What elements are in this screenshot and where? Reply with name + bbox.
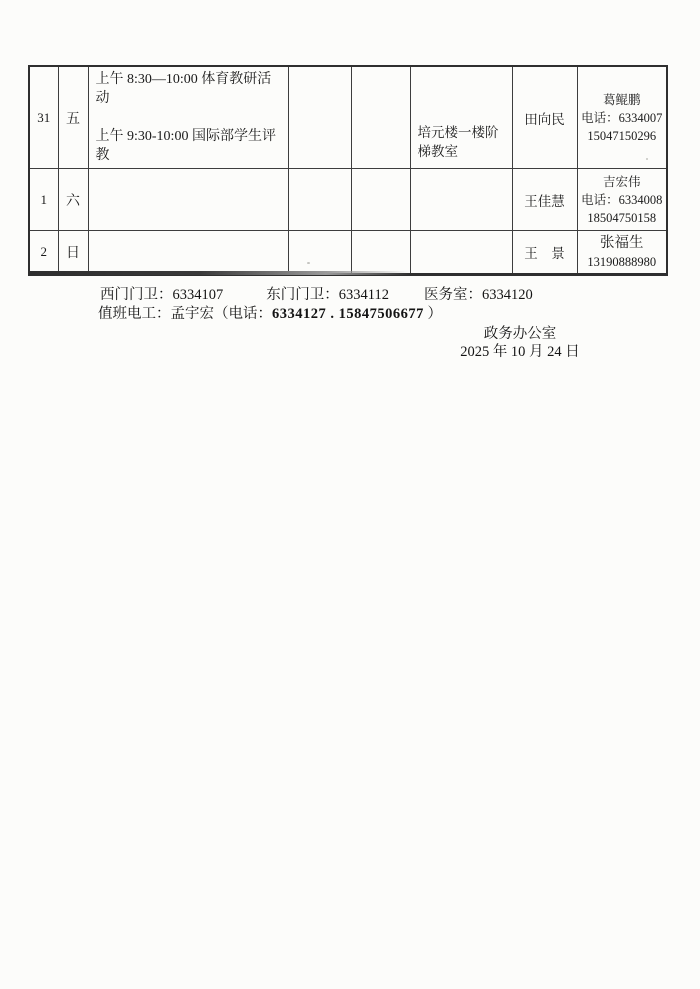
table-row: [29, 66, 667, 169]
date-cell: 1: [29, 169, 58, 231]
contact-phone: 电话：6334007: [581, 110, 663, 125]
date-cell: 2: [29, 231, 58, 275]
contact-mobile: 18504750158: [587, 210, 657, 225]
location-cell: [410, 231, 512, 275]
empty-cell: [288, 66, 351, 169]
date-cell: 31: [29, 66, 58, 169]
electrician-label: 值班电工：孟宇宏（电话：: [98, 306, 272, 322]
contact-cell: [577, 231, 667, 275]
contact-name: 吉宏伟: [602, 174, 641, 189]
activities-cell: [88, 169, 288, 231]
duty-leader-cell: 王佳慧: [512, 169, 577, 231]
issuing-office: 政务办公室: [483, 326, 557, 342]
clinic-phone: 医务室：6334120: [423, 287, 533, 303]
duty-leader-cell: 田向民: [512, 66, 577, 169]
empty-cell: [288, 169, 351, 231]
duty-leader-cell: 王 景: [512, 231, 577, 275]
contact-mobile: 15047150296: [587, 128, 657, 143]
electrician-phone-line: [98, 302, 442, 323]
empty-cell: [351, 66, 410, 169]
contact-cell: [577, 169, 667, 231]
electrician-close: ）: [423, 306, 442, 322]
east-gate-phone: 东门门卫：6334112: [266, 287, 389, 303]
west-gate-phone: 西门门卫：6334107: [100, 287, 224, 303]
activity-line: 上午 8:30—10:00 体育教研活动: [95, 72, 272, 106]
scan-speck: [307, 262, 310, 264]
empty-cell: [351, 169, 410, 231]
issue-date: 2025 年 10 月 24 日: [460, 344, 580, 360]
contact-name: 张福生: [600, 235, 644, 251]
gate-phone-line: [100, 283, 533, 304]
duty-schedule-table: [28, 65, 668, 276]
weekday-cell: 六: [58, 169, 88, 231]
contact-cell: [577, 66, 667, 169]
contact-phone: 电话：6334008: [581, 192, 663, 207]
weekday-cell: 日: [58, 231, 88, 275]
weekday-cell: 五: [58, 66, 88, 169]
empty-cell: [288, 231, 351, 275]
contact-mobile: 13190888980: [587, 255, 657, 269]
activity-gap: [96, 108, 284, 127]
electrician-numbers: 6334127 . 15847506677: [272, 306, 424, 322]
location-cell: [410, 169, 512, 231]
scan-artifact-smudge: [28, 271, 410, 275]
empty-cell: [351, 231, 410, 275]
location-cell: 培元楼一楼阶梯教室: [410, 66, 512, 169]
table-row: [29, 169, 667, 231]
contact-name: 葛鲲鹏: [602, 92, 641, 107]
activities-cell: [88, 66, 288, 169]
activity-line: 上午 9:30-10:00 国际部学生评教: [95, 129, 276, 163]
scan-speck: [646, 158, 648, 160]
activities-cell: [88, 231, 288, 275]
table-row: [29, 231, 667, 275]
